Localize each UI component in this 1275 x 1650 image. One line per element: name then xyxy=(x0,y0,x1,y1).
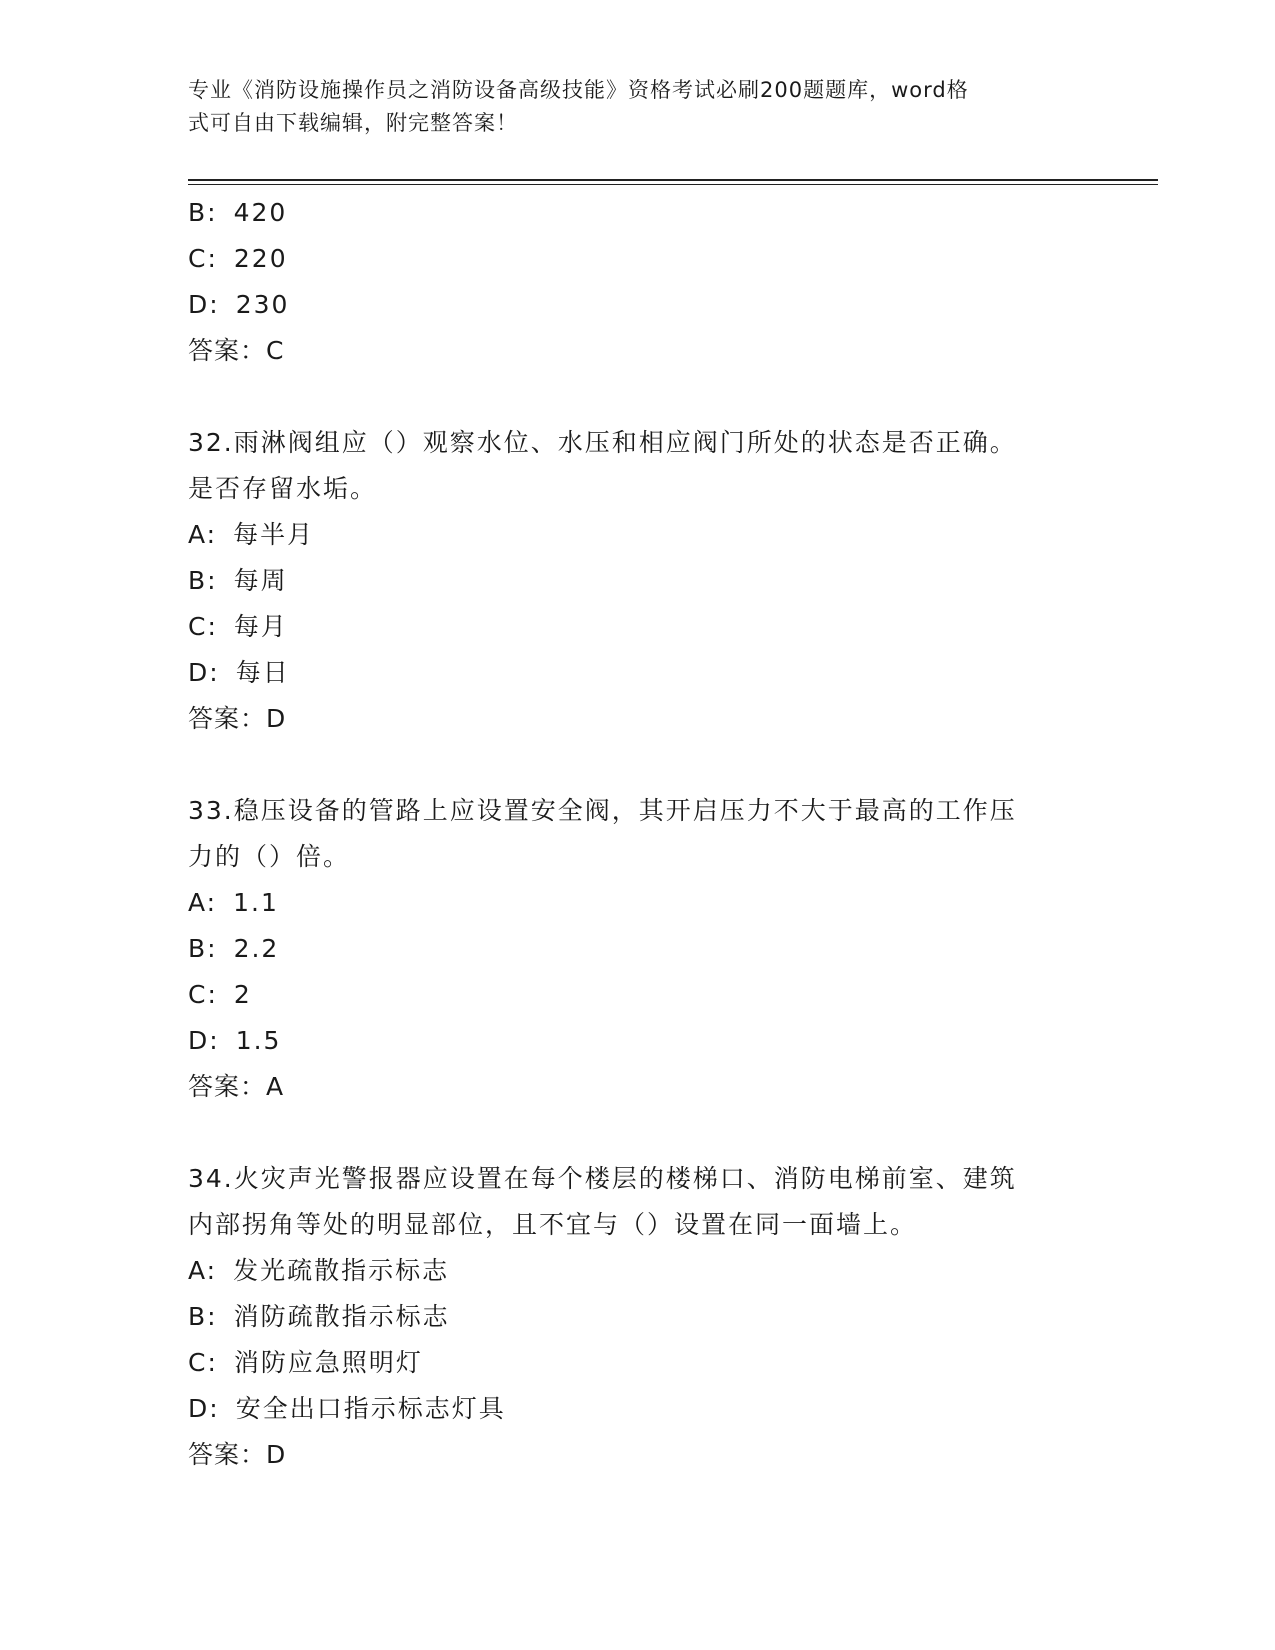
option-b: B: 420 xyxy=(188,198,288,227)
option-c: C: 消防应急照明灯 xyxy=(188,1348,423,1377)
question-list xyxy=(188,190,1088,1478)
option-d: D: 1.5 xyxy=(188,1026,282,1055)
spacer xyxy=(188,1110,1088,1156)
document-header xyxy=(188,74,1088,140)
question-34 xyxy=(188,1156,1088,1478)
option-c: C: 每月 xyxy=(188,612,288,641)
question-33 xyxy=(188,788,1088,1110)
option-a: A: 1.1 xyxy=(188,888,279,917)
option-b: B: 2.2 xyxy=(188,934,280,963)
answer-line: 答案：D xyxy=(188,704,287,733)
question-stem-line-2: 是否存留水垢。 xyxy=(188,474,378,503)
header-line-2: 式可自由下载编辑，附完整答案！ xyxy=(188,111,518,135)
header-divider-thick xyxy=(188,179,1158,181)
header-line-1: 专业《消防设施操作员之消防设备高级技能》资格考试必刷200题题库，word格 xyxy=(188,78,969,102)
header-divider-thin xyxy=(188,184,1158,185)
option-d: D: 安全出口指示标志灯具 xyxy=(188,1394,506,1423)
option-c: C: 220 xyxy=(188,244,288,273)
spacer xyxy=(188,742,1088,788)
question-31-continuation xyxy=(188,190,1088,374)
answer-line: 答案：A xyxy=(188,1072,285,1101)
spacer xyxy=(188,374,1088,420)
option-c: C: 2 xyxy=(188,980,252,1009)
question-stem-line-2: 内部拐角等处的明显部位，且不宜与（）设置在同一面墙上。 xyxy=(188,1210,918,1239)
question-32 xyxy=(188,420,1088,742)
question-stem-line-2: 力的（）倍。 xyxy=(188,842,351,871)
option-b: B: 消防疏散指示标志 xyxy=(188,1302,450,1331)
option-b: B: 每周 xyxy=(188,566,288,595)
option-a: A: 每半月 xyxy=(188,520,315,549)
option-d: D: 每日 xyxy=(188,658,290,687)
question-stem-line-1: 32.雨淋阀组应（）观察水位、水压和相应阀门所处的状态是否正确。 xyxy=(188,428,1017,457)
option-a: A: 发光疏散指示标志 xyxy=(188,1256,450,1285)
question-stem-line-1: 34.火灾声光警报器应设置在每个楼层的楼梯口、消防电梯前室、建筑 xyxy=(188,1164,1017,1193)
option-d: D: 230 xyxy=(188,290,290,319)
answer-line: 答案：D xyxy=(188,1440,287,1469)
answer-line: 答案：C xyxy=(188,336,285,365)
question-stem-line-1: 33.稳压设备的管路上应设置安全阀，其开启压力不大于最高的工作压 xyxy=(188,796,1017,825)
